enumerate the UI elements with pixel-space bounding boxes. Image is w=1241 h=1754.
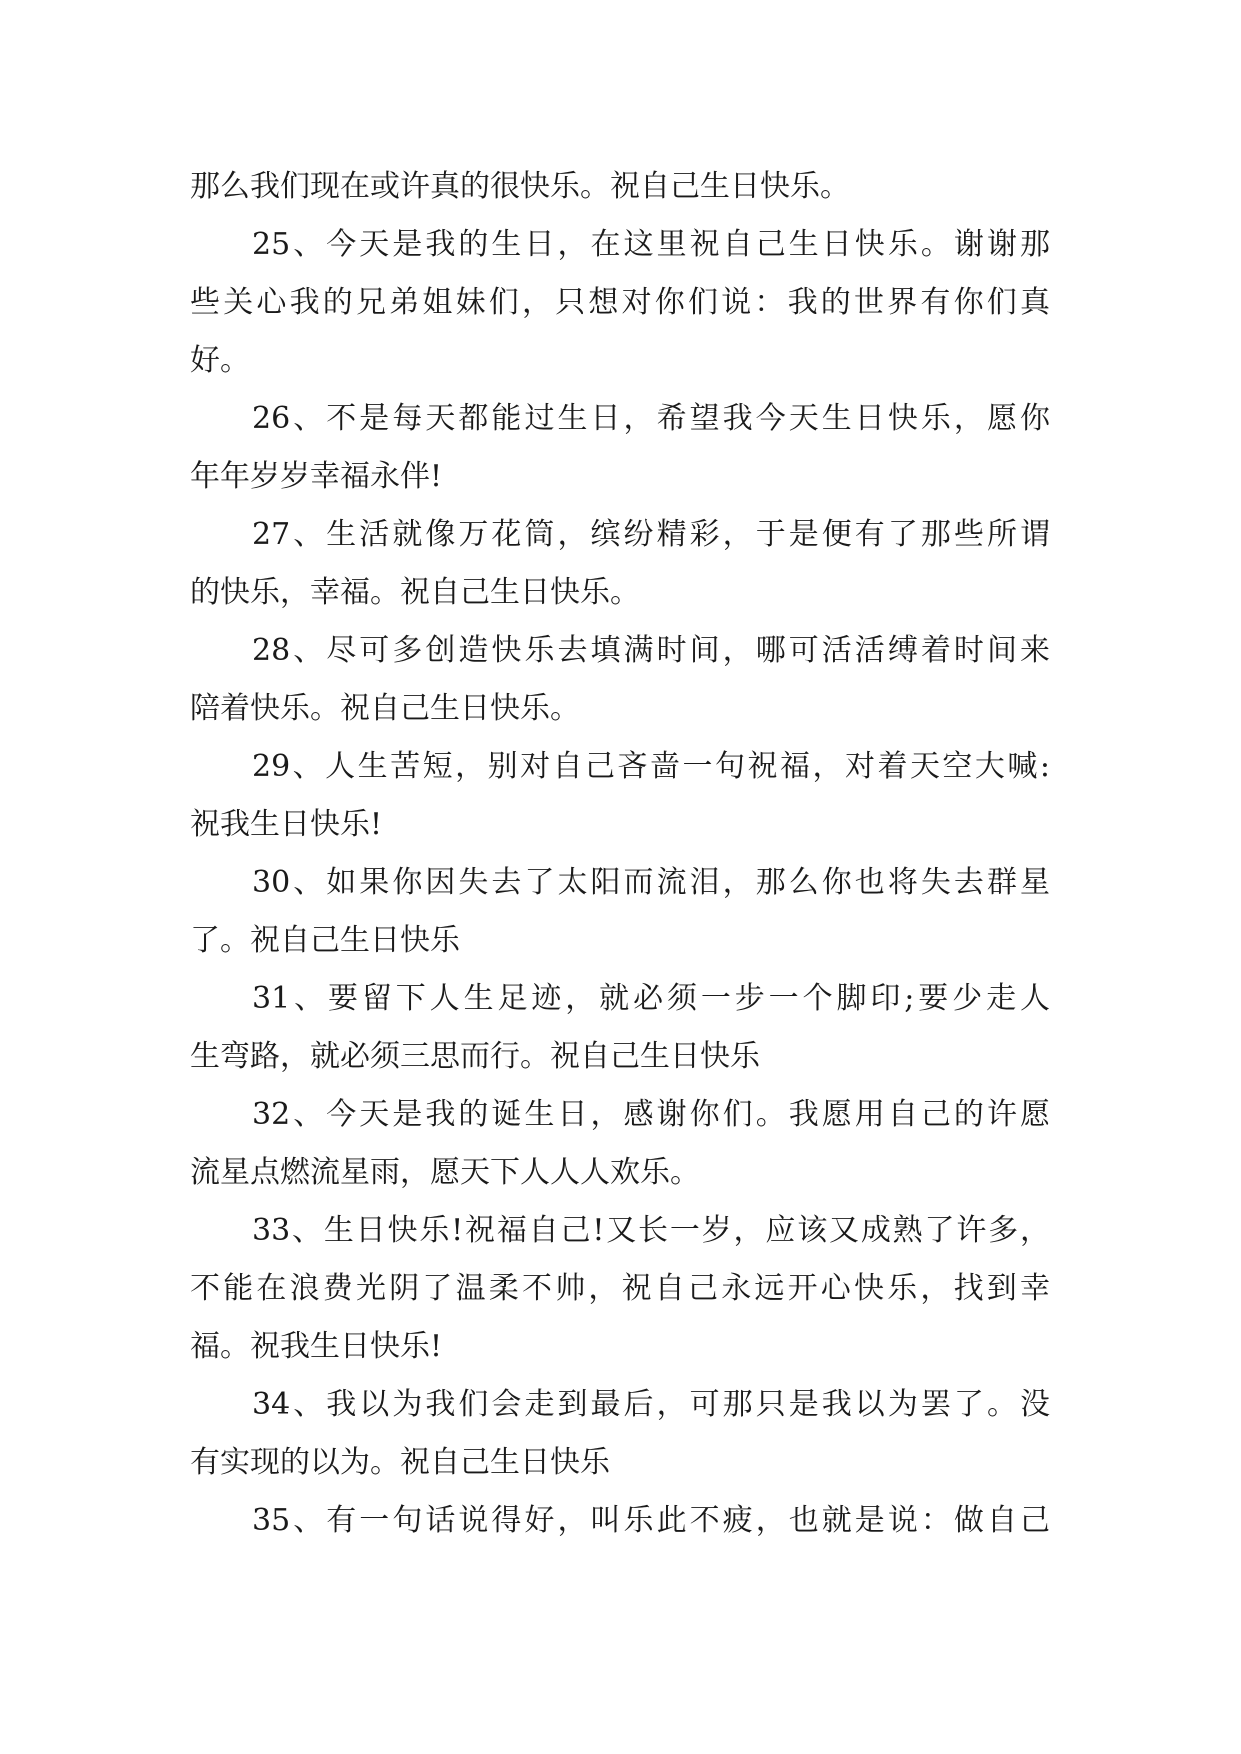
text-line: 好。 [190, 343, 250, 378]
text-line: 33、生日快乐!祝福自己!又长一岁，应该又成熟了许多， [252, 1213, 1050, 1248]
text-line: 不能在浪费光阴了温柔不帅，祝自己永远开心快乐，找到幸 [190, 1271, 1050, 1306]
text-line: 年年岁岁幸福永伴! [190, 459, 443, 494]
text-line: 祝我生日快乐! [190, 807, 383, 842]
text-line: 32、今天是我的诞生日，感谢你们。我愿用自己的许愿 [252, 1097, 1050, 1132]
text-line: 29、人生苦短，别对自己吝啬一句祝福，对着天空大喊: [252, 749, 1050, 784]
text-line: 28、尽可多创造快乐去填满时间，哪可活活缚着时间来 [252, 633, 1050, 668]
text-line: 30、如果你因失去了太阳而流泪，那么你也将失去群星 [252, 865, 1050, 900]
text-line: 陪着快乐。祝自己生日快乐。 [190, 691, 580, 726]
text-line: 26、不是每天都能过生日，希望我今天生日快乐，愿你 [252, 401, 1050, 436]
text-line: 福。祝我生日快乐! [190, 1329, 443, 1364]
text-line: 些关心我的兄弟姐妹们，只想对你们说：我的世界有你们真 [190, 285, 1050, 320]
text-line: 35、有一句话说得好，叫乐此不疲，也就是说：做自己 [252, 1503, 1050, 1538]
text-line: 那么我们现在或许真的很快乐。祝自己生日快乐。 [190, 169, 850, 204]
text-line: 的快乐，幸福。祝自己生日快乐。 [190, 575, 640, 610]
text-line: 27、生活就像万花筒，缤纷精彩，于是便有了那些所谓 [252, 517, 1050, 552]
text-line: 25、今天是我的生日，在这里祝自己生日快乐。谢谢那 [252, 227, 1050, 262]
text-line: 了。祝自己生日快乐 [190, 923, 460, 958]
text-line: 34、我以为我们会走到最后，可那只是我以为罢了。没 [252, 1387, 1050, 1422]
text-line: 流星点燃流星雨，愿天下人人人欢乐。 [190, 1155, 700, 1190]
document-page [190, 158, 1050, 1550]
text-line: 31、要留下人生足迹，就必须一步一个脚印;要少走人 [252, 981, 1050, 1016]
text-line: 有实现的以为。祝自己生日快乐 [190, 1445, 610, 1480]
text-line: 生弯路，就必须三思而行。祝自己生日快乐 [190, 1039, 760, 1074]
